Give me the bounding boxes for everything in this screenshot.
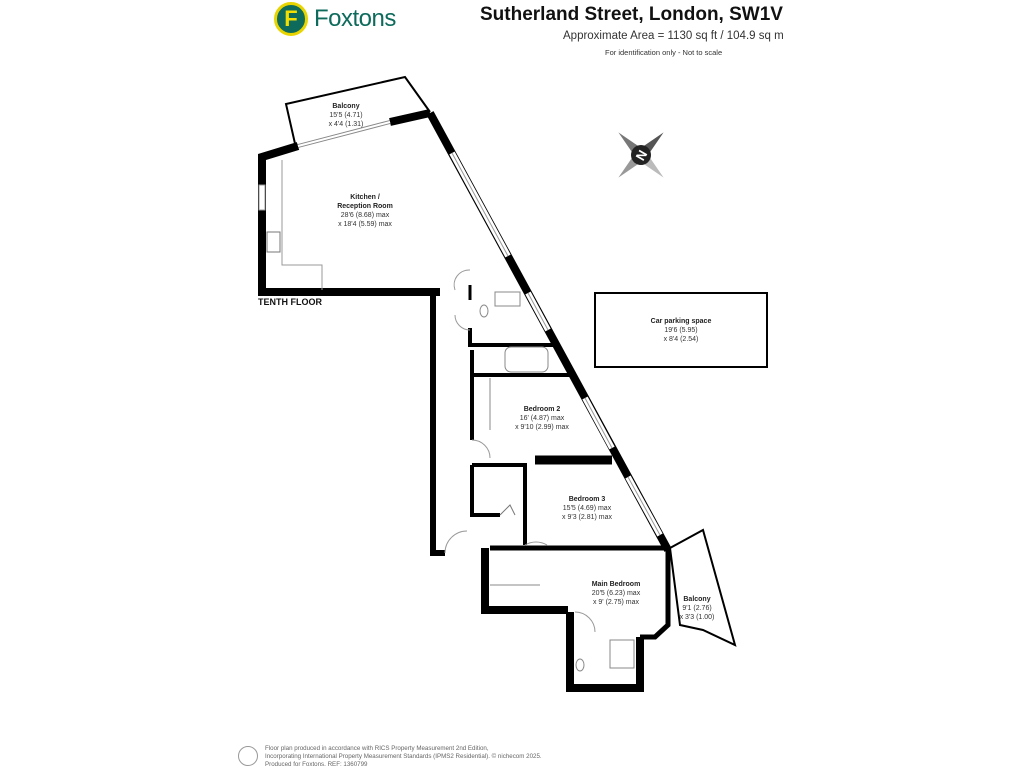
disclaimer: For identification only - Not to scale — [605, 48, 723, 57]
logo-badge-icon: F — [274, 2, 308, 36]
ensuite-wall — [570, 612, 640, 688]
bath-icon — [505, 347, 548, 372]
hob-icon — [267, 232, 280, 252]
room-label-bedroom-2: Bedroom 2 16' (4.87) max x 9'10 (2.99) max — [515, 406, 569, 431]
footer-line: Incorporating International Property Measurement Standards (IPMS2 Residential). © nichecom 2025. — [265, 753, 542, 760]
page-title: Sutherland Street, London, SW1V — [480, 4, 783, 25]
floor-label: TENTH FLOOR — [258, 297, 322, 307]
wc-wall — [470, 328, 555, 345]
room-label-bedroom-3: Bedroom 3 15'5 (4.69) max x 9'3 (2.81) max — [562, 496, 612, 521]
measurement-standard-icon — [238, 746, 258, 766]
footer-line: Produced for Foxtons. REF: 1360799 — [265, 761, 368, 768]
hall-wall — [433, 292, 445, 553]
approximate-area: Approximate Area = 1130 sq ft / 104.9 sq m — [563, 30, 784, 42]
footer-note — [265, 745, 542, 769]
room-label-kitchen: Kitchen / Reception Room 28'6 (8.68) max x 18'4 (5.59) max — [337, 194, 393, 228]
room-label-small-balcony: Balcony 9'1 (2.76) x 3'3 (1.00) — [679, 596, 715, 621]
room-label-balcony: Balcony 15'5 (4.71) x 4'4 (1.31) — [328, 103, 364, 128]
room-label-main-bedroom: Main Bedroom 20'5 (6.23) max x 9' (2.75) max — [591, 581, 641, 606]
footer-line: Floor plan produced in accordance with RICS Property Measurement 2nd Edition, — [265, 745, 489, 752]
compass-north-label: N — [632, 147, 651, 164]
cupboard — [472, 465, 500, 515]
kitchen-units — [282, 160, 322, 290]
door-arc — [445, 531, 467, 553]
basin-icon — [495, 292, 520, 306]
room-label-car-parking: Car parking space 19'6 (5.95) x 8'4 (2.54) — [650, 318, 712, 343]
toilet-icon — [480, 305, 488, 317]
shower-icon — [610, 640, 634, 668]
small-balcony — [670, 530, 735, 645]
brand-name: Foxtons — [314, 5, 396, 32]
kitchen-wall-top — [390, 113, 430, 122]
